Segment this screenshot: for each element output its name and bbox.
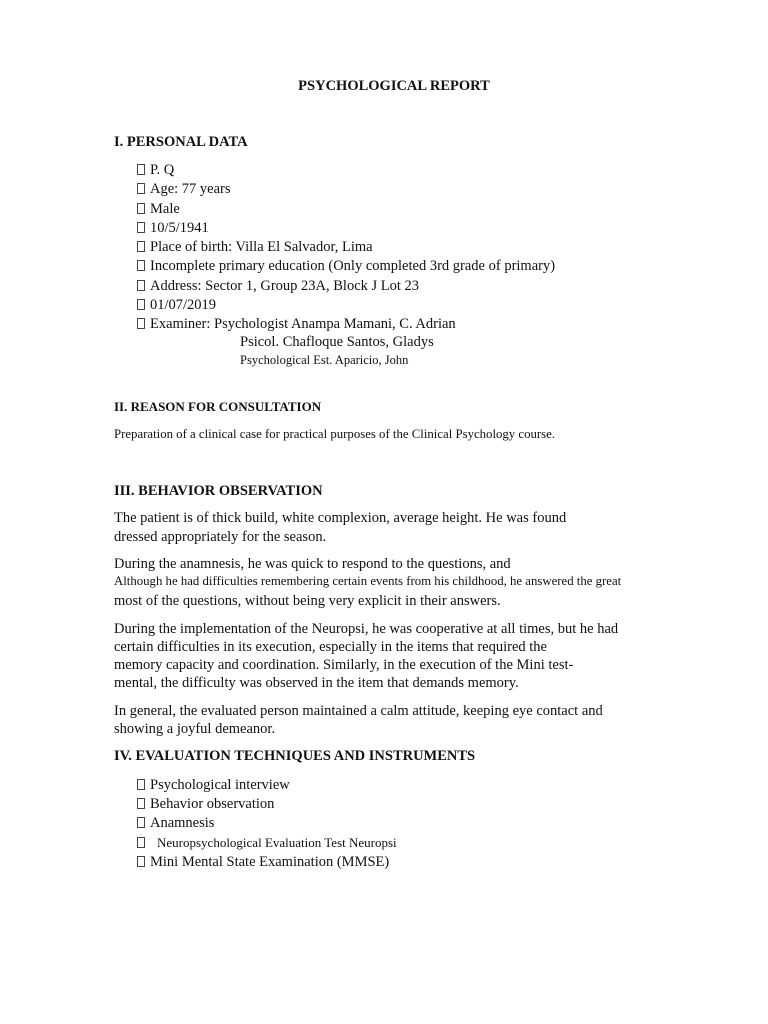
examiner-line: Psicol. Chafloque Santos, Gladys [240,334,434,350]
bullet-box-icon [137,798,145,809]
paragraph-line: The patient is of thick build, white complexion, average height. He was found [114,510,567,526]
bullet-box-icon [137,837,145,848]
list-item-text: Psychological interview [150,777,290,793]
paragraph-line: dressed appropriately for the season. [114,529,327,545]
list-item-text: Anamnesis [150,815,215,831]
bullet-box-icon [137,817,145,828]
list-item-text: Mini Mental State Examination (MMSE) [150,854,390,870]
paragraph-line: During the implementation of the Neuropsi, he was cooperative at all times, but he had [114,621,619,637]
list-item [137,855,389,870]
bullet-box-icon [137,779,145,790]
section-heading-personal-data: I. PERSONAL DATA [114,134,248,150]
examiner-line: Psychological Est. Aparicio, John [240,353,409,367]
list-item-text: Age: 77 years [150,181,231,197]
bullet-box-icon [137,856,145,867]
list-item [137,279,419,294]
list-item [137,836,397,849]
bullet-box-icon [137,183,145,194]
list-item-text: Place of birth: Villa El Salvador, Lima [150,239,373,255]
paragraph-line: certain difficulties in its execution, especially in the items that required the [114,639,547,655]
list-item [137,221,209,236]
paragraph-line: showing a joyful demeanor. [114,721,276,737]
bullet-box-icon [137,164,145,175]
report-title: PSYCHOLOGICAL REPORT [298,78,490,94]
list-item-text: Male [150,201,180,217]
paragraph-line: mental, the difficulty was observed in the item that demands memory. [114,675,519,691]
list-item-text: Behavior observation [150,796,275,812]
paragraph-line: most of the questions, without being very explicit in their answers. [114,593,501,609]
list-item [137,202,180,217]
bullet-box-icon [137,203,145,214]
section-heading-reason: II. REASON FOR CONSULTATION [114,399,322,414]
list-item-text: Incomplete primary education (Only completed 3rd grade of primary) [150,258,556,274]
list-item [137,182,231,197]
bullet-box-icon [137,318,145,329]
list-item-text: Examiner: Psychologist Anampa Mamani, C. Adrian [150,316,456,332]
paragraph-line: During the anamnesis, he was quick to respond to the questions, and [114,556,511,572]
list-item-text: Address: Sector 1, Group 23A, Block J Lot 23 [150,278,420,294]
bullet-box-icon [137,222,145,233]
list-item [137,816,214,831]
list-item [137,163,174,178]
section-heading-techniques: IV. EVALUATION TECHNIQUES AND INSTRUMENTS [114,748,476,764]
section-heading-behavior: III. BEHAVIOR OBSERVATION [114,483,323,499]
list-item [137,778,290,793]
paragraph-line: In general, the evaluated person maintained a calm attitude, keeping eye contact and [114,703,603,719]
bullet-box-icon [137,299,145,310]
list-item [137,317,456,332]
paragraph-line: Although he had difficulties remembering certain events from his childhood, he answered the great [114,574,622,588]
bullet-box-icon [137,241,145,252]
list-item [137,240,373,255]
list-item [137,797,274,812]
bullet-box-icon [137,260,145,271]
list-item-text: P. Q [150,162,175,178]
bullet-box-icon [137,280,145,291]
list-item-text: 01/07/2019 [150,297,217,313]
list-item-text: Neuropsychological Evaluation Test Neuropsi [157,835,397,850]
reason-text: Preparation of a clinical case for practical purposes of the Clinical Psychology course. [114,427,555,441]
list-item [137,259,555,274]
list-item [137,298,216,313]
paragraph-line: memory capacity and coordination. Similarly, in the execution of the Mini test- [114,657,574,673]
list-item-text: 10/5/1941 [150,220,209,236]
